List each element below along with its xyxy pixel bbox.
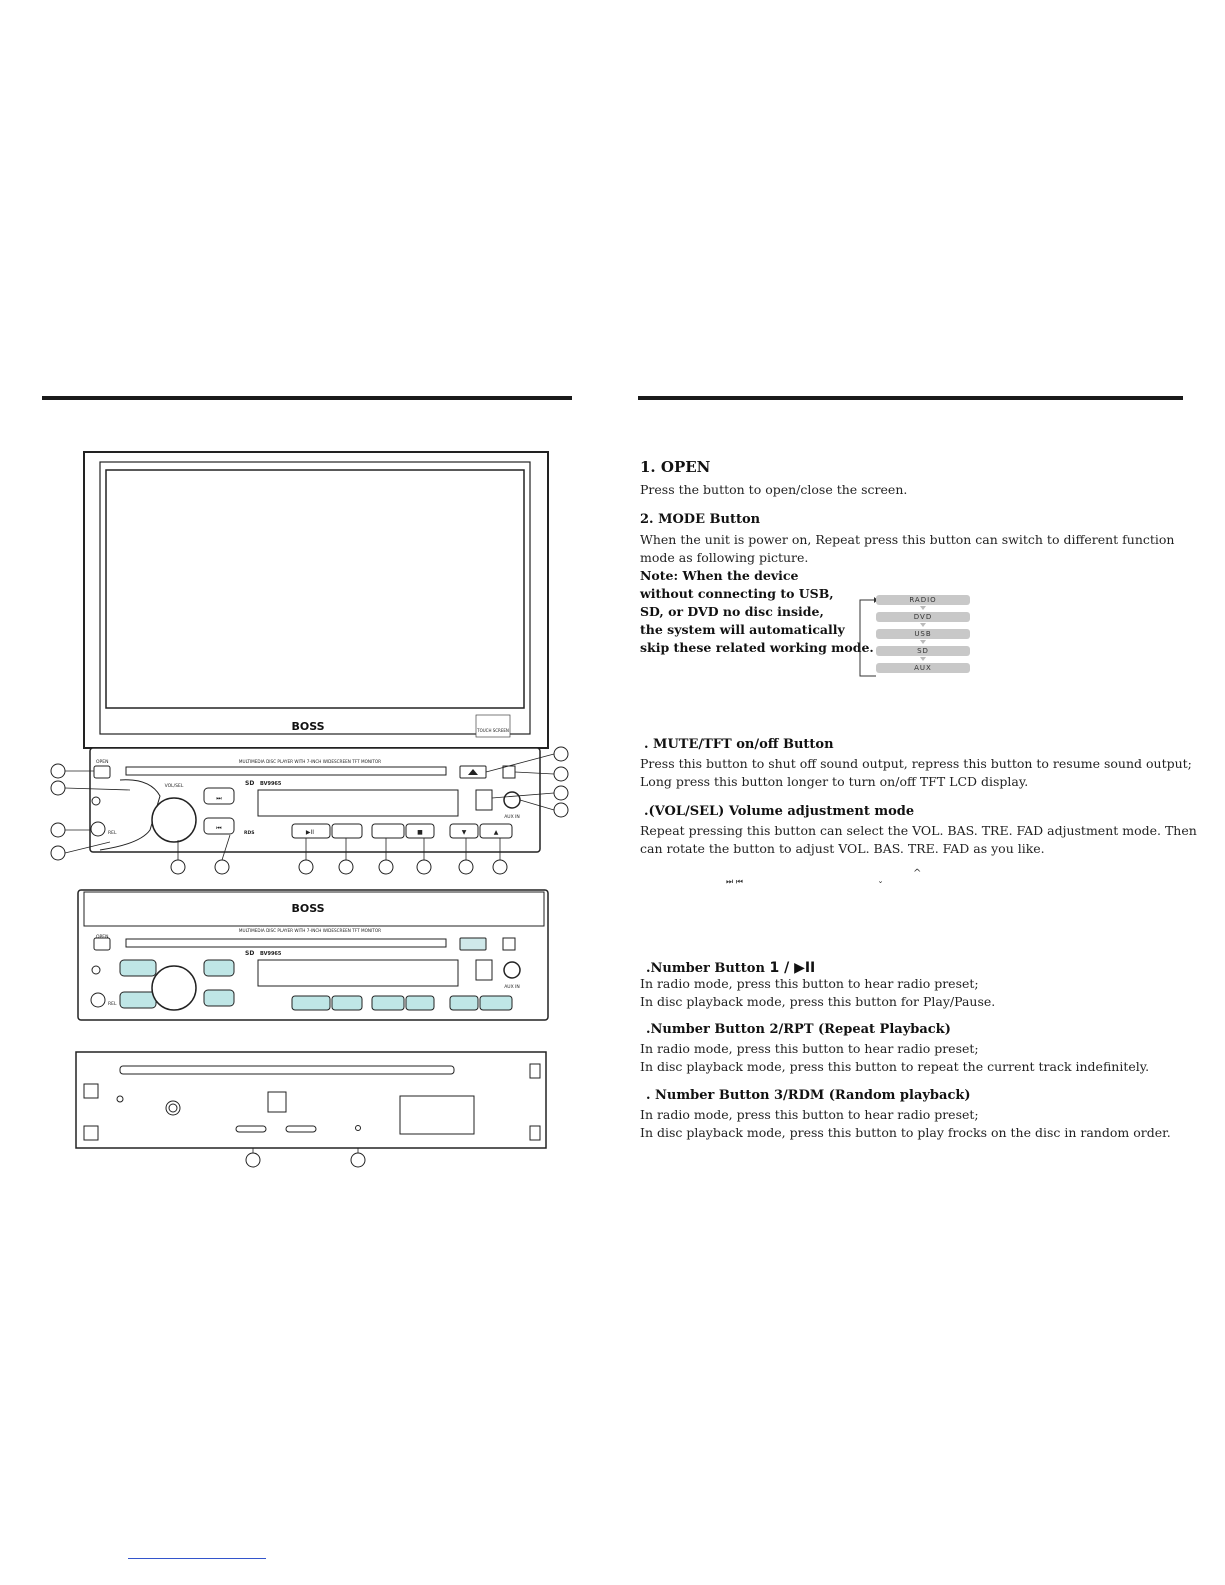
brand-logo-top: BOSS (291, 720, 325, 733)
num2-section-title: .Number Button 2/RPT (Repeat Playback) (646, 1022, 951, 1037)
num3-section-title: . Number Button 3/RDM (Random playback) (646, 1088, 971, 1103)
open-section-body: Press the button to open/close the screen. (640, 482, 908, 497)
mode-section-body-1: When the unit is power on, Repeat press this button can switch to different function (640, 532, 1175, 547)
next-prev-icons: ⏭ ⏮ (726, 877, 743, 886)
num1-section-title (646, 960, 815, 976)
lcd-display (258, 790, 458, 816)
num2-section-body-2: In disc playback mode, press this button to repeat the current track indefinitely. (640, 1059, 1150, 1074)
num1-section-body-1: In radio mode, press this button to hear radio preset; (640, 976, 979, 991)
svg-text:REL: REL (108, 831, 117, 836)
svg-text:AUX IN: AUX IN (504, 985, 520, 990)
mute-button (503, 766, 515, 778)
front-panel-2 (78, 890, 548, 1020)
svg-text:AUX IN: AUX IN (504, 815, 520, 820)
vol-section-body-1: Repeat pressing this button can select the VOL. BAS. TRE. FAD adjustment mode. Then (640, 823, 1197, 838)
svg-text:BV9965: BV9965 (260, 951, 282, 957)
svg-text:⏮: ⏮ (216, 825, 222, 832)
svg-text:⏭: ⏭ (216, 795, 222, 802)
volume-knob (152, 798, 196, 842)
svg-text:SD: SD (245, 780, 255, 787)
svg-text:SD: SD (245, 950, 255, 957)
open-section-title: 1. OPEN (640, 458, 711, 476)
vol-section-title: .(VOL/SEL) Volume adjustment mode (644, 804, 915, 819)
svg-text:VOL/SEL: VOL/SEL (164, 784, 184, 789)
mode-note-line-1: Note: When the device (640, 568, 799, 583)
mute-section-body-2: Long press this button longer to turn on/off TFT LCD display. (640, 774, 1029, 789)
mode-cycle-diagram (856, 590, 976, 680)
left-header-rule (42, 396, 572, 400)
num3-section-body-1: In radio mode, press this button to hear radio preset; (640, 1107, 979, 1122)
svg-text:MULTIMEDIA DISC PLAYER WITH 7-: MULTIMEDIA DISC PLAYER WITH 7-INCH WIDESCREEN TFT MONITOR (238, 928, 382, 933)
mode-item-usb: USB (876, 629, 970, 639)
play-pause-icon: 1 / ▶II (769, 960, 816, 976)
disc-slot (126, 767, 446, 775)
mode-item-aux: AUX (876, 663, 970, 673)
mode-note-line-2: without connecting to USB, (640, 586, 834, 601)
mode-section-body-2: mode as following picture. (640, 550, 809, 565)
svg-text:▲: ▲ (493, 829, 499, 836)
mode-item-dvd: DVD (876, 612, 970, 622)
svg-text:■: ■ (417, 829, 423, 836)
svg-text:RDS: RDS (244, 831, 255, 836)
bottom-link-underline (128, 1558, 266, 1559)
svg-text:BV9965: BV9965 (260, 781, 282, 787)
unit-caption: MULTIMEDIA DISC PLAYER WITH 7-INCH WIDESCREEN TFT MONITOR (238, 759, 382, 764)
mode-section-title: 2. MODE Button (640, 512, 761, 527)
up-arrow-icon: ^ (913, 868, 922, 879)
rear-panel (76, 1052, 546, 1148)
mode-note-line-5: skip these related working mode. (640, 640, 874, 655)
svg-text:▼: ▼ (461, 829, 467, 836)
mode-note-line-4: the system will automatically (640, 622, 845, 637)
open-button (94, 766, 110, 778)
mute-section-body-1: Press this button to shut off sound output, repress this button to resume sound output; (640, 756, 1192, 771)
svg-text:▶II: ▶II (305, 829, 315, 836)
num1-section-body-2: In disc playback mode, press this button for Play/Pause. (640, 994, 996, 1009)
monitor-panel (84, 452, 548, 748)
right-header-rule (638, 396, 1183, 400)
mute-section-title: . MUTE/TFT on/off Button (644, 737, 834, 752)
mode-note-line-3: SD, or DVD no disc inside, (640, 604, 824, 619)
mode-item-radio: RADIO (876, 595, 970, 605)
down-arrow-icon: ˇ (878, 881, 883, 892)
num2-section-body-1: In radio mode, press this button to hear radio preset; (640, 1041, 979, 1056)
open-label: OPEN (96, 760, 109, 765)
num1-title-text: .Number Button (646, 961, 765, 976)
num3-section-body-2: In disc playback mode, press this button to play frocks on the disc in random order. (640, 1125, 1171, 1140)
mode-item-sd: SD (876, 646, 970, 656)
vol-section-body-2: can rotate the button to adjust VOL. BAS. TRE. FAD as you like. (640, 841, 1045, 856)
touch-screen-badge: TOUCH SCREEN (477, 728, 509, 733)
brand-logo-bottom: BOSS (291, 902, 325, 915)
device-diagram (40, 440, 580, 1180)
front-panel-1 (90, 748, 540, 852)
svg-text:REL: REL (108, 1002, 117, 1007)
